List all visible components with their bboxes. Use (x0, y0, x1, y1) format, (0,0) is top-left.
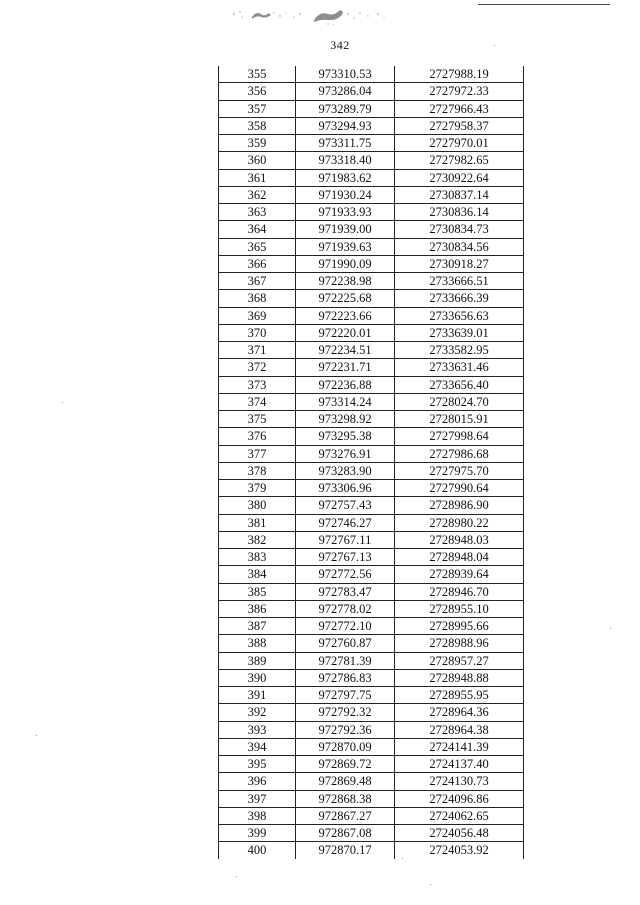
table-row (219, 549, 524, 566)
table-row (219, 411, 524, 428)
table-row (219, 842, 524, 859)
x-coordinate-cell: 972760.87 (296, 635, 395, 652)
y-coordinate-cell: 2733656.63 (395, 307, 524, 324)
table-row (219, 169, 524, 186)
x-coordinate-cell: 973294.93 (296, 117, 395, 134)
scan-speck (402, 858, 403, 859)
table-row (219, 376, 524, 393)
y-coordinate-cell: 2727975.70 (395, 462, 524, 479)
point-number-cell: 400 (219, 842, 296, 859)
table-row (219, 273, 524, 290)
point-number-cell: 399 (219, 825, 296, 842)
point-number-cell: 369 (219, 307, 296, 324)
point-number-cell: 381 (219, 514, 296, 531)
point-number-cell: 397 (219, 790, 296, 807)
table-row (219, 238, 524, 255)
x-coordinate-cell: 972225.68 (296, 290, 395, 307)
y-coordinate-cell: 2728955.10 (395, 600, 524, 617)
point-number-cell: 392 (219, 704, 296, 721)
point-number-cell: 378 (219, 462, 296, 479)
y-coordinate-cell: 2728948.04 (395, 549, 524, 566)
y-coordinate-cell: 2724056.48 (395, 825, 524, 842)
table-row (219, 255, 524, 272)
point-number-cell: 365 (219, 238, 296, 255)
y-coordinate-cell: 2728024.70 (395, 393, 524, 410)
x-coordinate-cell: 972781.39 (296, 652, 395, 669)
x-coordinate-cell: 972238.98 (296, 273, 395, 290)
point-number-cell: 383 (219, 549, 296, 566)
point-number-cell: 391 (219, 687, 296, 704)
x-coordinate-cell: 972767.11 (296, 531, 395, 548)
x-coordinate-cell: 972870.09 (296, 738, 395, 755)
point-number-cell: 395 (219, 756, 296, 773)
table-row (219, 825, 524, 842)
scan-speck (610, 628, 611, 629)
y-coordinate-cell: 2730837.14 (395, 186, 524, 203)
point-number-cell: 373 (219, 376, 296, 393)
x-coordinate-cell: 971939.63 (296, 238, 395, 255)
point-number-cell: 386 (219, 600, 296, 617)
y-coordinate-cell: 2728957.27 (395, 652, 524, 669)
x-coordinate-cell: 971933.93 (296, 204, 395, 221)
x-coordinate-cell: 972767.13 (296, 549, 395, 566)
x-coordinate-cell: 972778.02 (296, 600, 395, 617)
scan-speck (62, 402, 63, 403)
y-coordinate-cell: 2728955.95 (395, 687, 524, 704)
table-row (219, 721, 524, 738)
x-coordinate-cell: 972783.47 (296, 583, 395, 600)
x-coordinate-cell: 972869.72 (296, 756, 395, 773)
y-coordinate-cell: 2728015.91 (395, 411, 524, 428)
y-coordinate-cell: 2730922.64 (395, 169, 524, 186)
table-row (219, 290, 524, 307)
y-coordinate-cell: 2727998.64 (395, 428, 524, 445)
point-number-cell: 372 (219, 359, 296, 376)
table-row (219, 324, 524, 341)
point-number-cell: 396 (219, 773, 296, 790)
x-coordinate-cell: 973318.40 (296, 152, 395, 169)
table-row (219, 117, 524, 134)
y-coordinate-cell: 2727982.65 (395, 152, 524, 169)
point-number-cell: 362 (219, 186, 296, 203)
table-row (219, 635, 524, 652)
table-row (219, 428, 524, 445)
table-row (219, 600, 524, 617)
point-number-cell: 388 (219, 635, 296, 652)
table-row (219, 186, 524, 203)
table-row (219, 773, 524, 790)
x-coordinate-cell: 971990.09 (296, 255, 395, 272)
point-number-cell: 390 (219, 669, 296, 686)
scan-speck (36, 735, 37, 736)
table-row (219, 756, 524, 773)
point-number-cell: 360 (219, 152, 296, 169)
x-coordinate-cell: 972786.83 (296, 669, 395, 686)
scan-speck (430, 884, 431, 885)
point-number-cell: 366 (219, 255, 296, 272)
table-row (219, 669, 524, 686)
y-coordinate-cell: 2733656.40 (395, 376, 524, 393)
y-coordinate-cell: 2727970.01 (395, 135, 524, 152)
coordinates-table (218, 66, 524, 859)
point-number-cell: 356 (219, 83, 296, 100)
x-coordinate-cell: 972234.51 (296, 342, 395, 359)
table-row (219, 359, 524, 376)
x-coordinate-cell: 973310.53 (296, 66, 395, 83)
point-number-cell: 385 (219, 583, 296, 600)
point-number-cell: 384 (219, 566, 296, 583)
x-coordinate-cell: 972231.71 (296, 359, 395, 376)
x-coordinate-cell: 972746.27 (296, 514, 395, 531)
x-coordinate-cell: 973286.04 (296, 83, 395, 100)
y-coordinate-cell: 2724062.65 (395, 807, 524, 824)
y-coordinate-cell: 2727990.64 (395, 480, 524, 497)
y-coordinate-cell: 2727966.43 (395, 100, 524, 117)
y-coordinate-cell: 2728980.22 (395, 514, 524, 531)
point-number-cell: 357 (219, 100, 296, 117)
table-row (219, 531, 524, 548)
table-row (219, 135, 524, 152)
point-number-cell: 394 (219, 738, 296, 755)
x-coordinate-cell: 973295.38 (296, 428, 395, 445)
y-coordinate-cell: 2733639.01 (395, 324, 524, 341)
y-coordinate-cell: 2724130.73 (395, 773, 524, 790)
y-coordinate-cell: 2727986.68 (395, 445, 524, 462)
x-coordinate-cell: 973306.96 (296, 480, 395, 497)
y-coordinate-cell: 2728946.70 (395, 583, 524, 600)
table-row (219, 393, 524, 410)
x-coordinate-cell: 972220.01 (296, 324, 395, 341)
y-coordinate-cell: 2728988.96 (395, 635, 524, 652)
table-row (219, 687, 524, 704)
point-number-cell: 389 (219, 652, 296, 669)
point-number-cell: 379 (219, 480, 296, 497)
scan-speck (494, 45, 495, 46)
table-row (219, 583, 524, 600)
x-coordinate-cell: 972792.36 (296, 721, 395, 738)
x-coordinate-cell: 972868.38 (296, 790, 395, 807)
table-row (219, 566, 524, 583)
y-coordinate-cell: 2728948.88 (395, 669, 524, 686)
x-coordinate-cell: 973283.90 (296, 462, 395, 479)
y-coordinate-cell: 2728995.66 (395, 618, 524, 635)
table-row (219, 462, 524, 479)
x-coordinate-cell: 972772.10 (296, 618, 395, 635)
point-number-cell: 375 (219, 411, 296, 428)
x-coordinate-cell: 973314.24 (296, 393, 395, 410)
y-coordinate-cell: 2727988.19 (395, 66, 524, 83)
point-number-cell: 387 (219, 618, 296, 635)
point-number-cell: 377 (219, 445, 296, 462)
x-coordinate-cell: 972870.17 (296, 842, 395, 859)
point-number-cell: 370 (219, 324, 296, 341)
x-coordinate-cell: 972797.75 (296, 687, 395, 704)
table-row (219, 704, 524, 721)
table-row (219, 652, 524, 669)
x-coordinate-cell: 972236.88 (296, 376, 395, 393)
y-coordinate-cell: 2724096.86 (395, 790, 524, 807)
x-coordinate-cell: 973289.79 (296, 100, 395, 117)
y-coordinate-cell: 2728948.03 (395, 531, 524, 548)
point-number-cell: 368 (219, 290, 296, 307)
point-number-cell: 364 (219, 221, 296, 238)
table-row (219, 152, 524, 169)
point-number-cell: 382 (219, 531, 296, 548)
point-number-cell: 358 (219, 117, 296, 134)
x-coordinate-cell: 973276.91 (296, 445, 395, 462)
point-number-cell: 393 (219, 721, 296, 738)
y-coordinate-cell: 2724137.40 (395, 756, 524, 773)
x-coordinate-cell: 973311.75 (296, 135, 395, 152)
table-row (219, 480, 524, 497)
y-coordinate-cell: 2733666.51 (395, 273, 524, 290)
point-number-cell: 371 (219, 342, 296, 359)
table-row (219, 445, 524, 462)
x-coordinate-cell: 972757.43 (296, 497, 395, 514)
x-coordinate-cell: 971983.62 (296, 169, 395, 186)
table-row (219, 307, 524, 324)
point-number-cell: 367 (219, 273, 296, 290)
point-number-cell: 398 (219, 807, 296, 824)
table-row (219, 100, 524, 117)
x-coordinate-cell: 972223.66 (296, 307, 395, 324)
top-edge-rule (478, 4, 610, 5)
point-number-cell: 376 (219, 428, 296, 445)
x-coordinate-cell: 972772.56 (296, 566, 395, 583)
y-coordinate-cell: 2730834.56 (395, 238, 524, 255)
y-coordinate-cell: 2733631.46 (395, 359, 524, 376)
point-number-cell: 361 (219, 169, 296, 186)
y-coordinate-cell: 2730834.73 (395, 221, 524, 238)
page-number: 342 (330, 38, 350, 52)
table-row (219, 790, 524, 807)
y-coordinate-cell: 2728939.64 (395, 566, 524, 583)
point-number-cell: 363 (219, 204, 296, 221)
table-row (219, 221, 524, 238)
table-row (219, 497, 524, 514)
table-row (219, 618, 524, 635)
table-row (219, 342, 524, 359)
table-row (219, 807, 524, 824)
x-coordinate-cell: 972869.48 (296, 773, 395, 790)
y-coordinate-cell: 2727972.33 (395, 83, 524, 100)
y-coordinate-cell: 2728964.38 (395, 721, 524, 738)
point-number-cell: 355 (219, 66, 296, 83)
scan-speck (236, 876, 237, 877)
table-row (219, 204, 524, 221)
y-coordinate-cell: 2724141.39 (395, 738, 524, 755)
y-coordinate-cell: 2730836.14 (395, 204, 524, 221)
y-coordinate-cell: 2728964.36 (395, 704, 524, 721)
y-coordinate-cell: 2733666.39 (395, 290, 524, 307)
table-row (219, 514, 524, 531)
table-row (219, 738, 524, 755)
table-row (219, 83, 524, 100)
y-coordinate-cell: 2728986.90 (395, 497, 524, 514)
x-coordinate-cell: 972867.27 (296, 807, 395, 824)
x-coordinate-cell: 972867.08 (296, 825, 395, 842)
y-coordinate-cell: 2724053.92 (395, 842, 524, 859)
point-number-cell: 374 (219, 393, 296, 410)
x-coordinate-cell: 971930.24 (296, 186, 395, 203)
y-coordinate-cell: 2733582.95 (395, 342, 524, 359)
point-number-cell: 359 (219, 135, 296, 152)
x-coordinate-cell: 972792.32 (296, 704, 395, 721)
x-coordinate-cell: 973298.92 (296, 411, 395, 428)
table-row (219, 66, 524, 83)
scan-artifact-smudge (228, 4, 408, 28)
y-coordinate-cell: 2727958.37 (395, 117, 524, 134)
point-number-cell: 380 (219, 497, 296, 514)
y-coordinate-cell: 2730918.27 (395, 255, 524, 272)
x-coordinate-cell: 971939.00 (296, 221, 395, 238)
